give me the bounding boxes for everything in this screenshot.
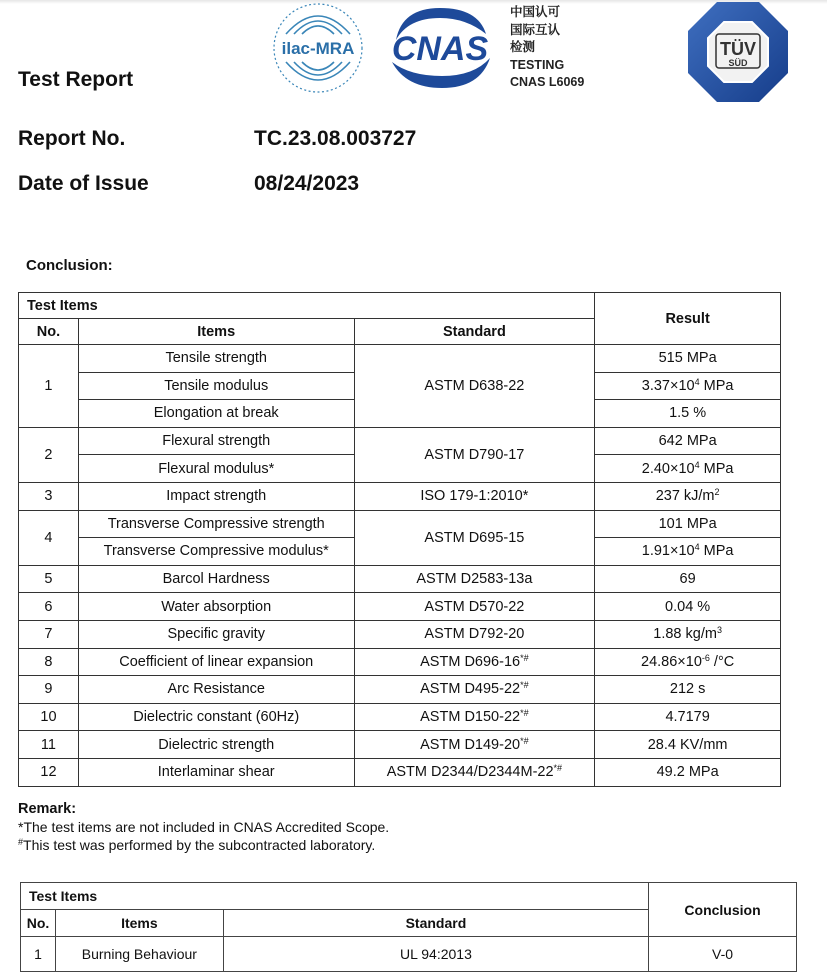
row-no: 1 [21,937,56,972]
result-value: 1.88 kg/m [653,626,717,643]
result-value: 237 kJ/m [655,488,715,505]
result-unit: MPa [699,460,734,477]
row-item: Transverse Compressive modulus* [78,538,354,566]
remark-block [18,799,389,854]
table-row [19,510,781,538]
result-column-header: Result [595,293,781,345]
row-item: Water absorption [78,593,354,621]
row-standard: ISO 179-1:2010* [354,482,595,510]
result-value: 3.37×10 [641,377,695,394]
table-row [19,648,781,676]
cnas-caption-line: CNAS L6069 [510,75,585,89]
row-result: 4.7179 [595,703,781,731]
row-standard: ASTM D570-22 [354,593,595,621]
test-items-group-header: Test Items [19,293,595,319]
row-standard: ASTM D638-22 [354,345,595,428]
row-no: 7 [19,620,79,648]
conclusion-column-header: Conclusion [649,883,797,937]
burning-behaviour-table [20,882,797,972]
standard-text: ASTM D696-16 [420,653,521,670]
no-column-header: No. [21,910,56,937]
result-exponent: 2 [714,487,720,498]
result-exponent: 4 [694,376,700,387]
row-result: 49.2 MPa [595,758,781,786]
row-standard [354,758,595,786]
row-item: Burning Behaviour [55,937,223,972]
result-exponent: 3 [716,625,722,636]
cnas-accreditation-caption [510,4,584,92]
row-standard [354,703,595,731]
row-item: Barcol Hardness [78,565,354,593]
row-result: 515 MPa [595,345,781,373]
row-no: 5 [19,565,79,593]
row-standard: UL 94:2013 [223,937,648,972]
date-of-issue-value: 08/24/2023 [254,172,360,195]
remark-label: Remark: [18,801,77,817]
standard-footnote-marks: *# [553,763,563,774]
result-value: 24.86×10 [641,653,702,670]
row-result [595,455,781,483]
tuv-text: TÜV [720,39,756,59]
row-conclusion: V-0 [649,937,797,972]
standard-footnote-marks: *# [520,680,529,691]
row-standard: ASTM D792-20 [354,620,595,648]
ilac-text: ilac-MRA [281,39,355,58]
date-of-issue-label: Date of Issue [18,172,149,195]
row-item: Interlaminar shear [78,758,354,786]
test-items-group-header: Test Items [21,883,649,910]
sud-text: SÜD [728,58,748,68]
row-no: 3 [19,482,79,510]
row-no: 6 [19,593,79,621]
row-result [595,648,781,676]
row-item: Elongation at break [78,400,354,428]
row-standard: ASTM D790-17 [354,427,595,482]
cnas-logo [382,4,498,90]
row-result: 642 MPa [595,427,781,455]
cnas-caption-line: 国际互认 [510,22,561,37]
cnas-caption-line: TESTING [510,57,565,72]
conclusion-heading: Conclusion: [26,257,113,274]
row-standard [354,731,595,759]
row-standard: ASTM D2583-13a [354,565,595,593]
standard-text: ASTM D149-20 [420,736,521,753]
row-no: 11 [19,731,79,759]
row-standard [354,648,595,676]
row-item: Impact strength [78,482,354,510]
no-column-header: No. [19,319,79,345]
test-results-table [18,292,781,787]
row-no: 4 [19,510,79,565]
items-column-header: Items [55,910,223,937]
table-row [19,345,781,373]
items-column-header: Items [78,319,354,345]
table-row [19,703,781,731]
result-exponent: -6 [701,652,710,663]
result-value: 2.40×10 [641,460,695,477]
row-no: 8 [19,648,79,676]
table-row [19,565,781,593]
row-result: 69 [595,565,781,593]
row-standard: ASTM D695-15 [354,510,595,565]
row-item: Dielectric constant (60Hz) [78,703,354,731]
result-exponent: 4 [694,459,700,470]
row-no: 9 [19,676,79,704]
row-item: Tensile modulus [78,372,354,400]
row-result: 0.04 % [595,593,781,621]
report-no-value: TC.23.08.003727 [254,127,417,150]
cnas-caption-line: 检测 [510,40,536,54]
table-row [19,676,781,704]
row-result: 1.5 % [595,400,781,428]
cnas-caption-line: 中国认可 [510,5,561,19]
report-no-label: Report No. [18,127,126,150]
table-row [19,620,781,648]
table-row [19,427,781,455]
standard-text: ASTM D495-22 [420,681,521,698]
row-item: Tensile strength [78,345,354,373]
table-row [19,758,781,786]
row-no: 1 [19,345,79,428]
standard-column-header: Standard [354,319,595,345]
standard-text: ASTM D2344/D2344M-22 [386,764,554,781]
row-result: 101 MPa [595,510,781,538]
row-item: Flexural modulus* [78,455,354,483]
table-row [21,937,797,972]
remark-line-subcontracted: #This test was performed by the subcontracted laboratory. [18,837,376,853]
row-item: Coefficient of linear expansion [78,648,354,676]
row-result [595,372,781,400]
standard-footnote-marks: *# [520,652,529,663]
standard-footnote-marks: *# [520,735,529,746]
table-row [19,731,781,759]
cnas-text: CNAS [391,30,489,68]
row-no: 12 [19,758,79,786]
row-result: 28.4 KV/mm [595,731,781,759]
row-no: 2 [19,427,79,482]
standard-column-header: Standard [223,910,648,937]
row-result [595,538,781,566]
result-exponent: 4 [694,542,700,553]
row-item: Transverse Compressive strength [78,510,354,538]
result-value: 1.91×10 [641,543,695,560]
remark-line-cnas-scope: *The test items are not included in CNAS Accredited Scope. [18,819,390,835]
report-title: Test Report [18,68,134,91]
ilac-mra-logo [268,0,368,96]
row-result [595,482,781,510]
result-unit: /°C [709,653,735,670]
tuv-sud-logo [686,0,790,104]
row-item: Arc Resistance [78,676,354,704]
result-unit: MPa [699,543,734,560]
row-no: 10 [19,703,79,731]
table-row [19,593,781,621]
standard-footnote-marks: *# [520,708,529,719]
result-unit: MPa [699,377,734,394]
row-item: Flexural strength [78,427,354,455]
row-result: 212 s [595,676,781,704]
row-item: Specific gravity [78,620,354,648]
row-result [595,620,781,648]
standard-text: ASTM D150-22 [420,709,521,726]
row-item: Dielectric strength [78,731,354,759]
row-standard [354,676,595,704]
table-row [19,482,781,510]
